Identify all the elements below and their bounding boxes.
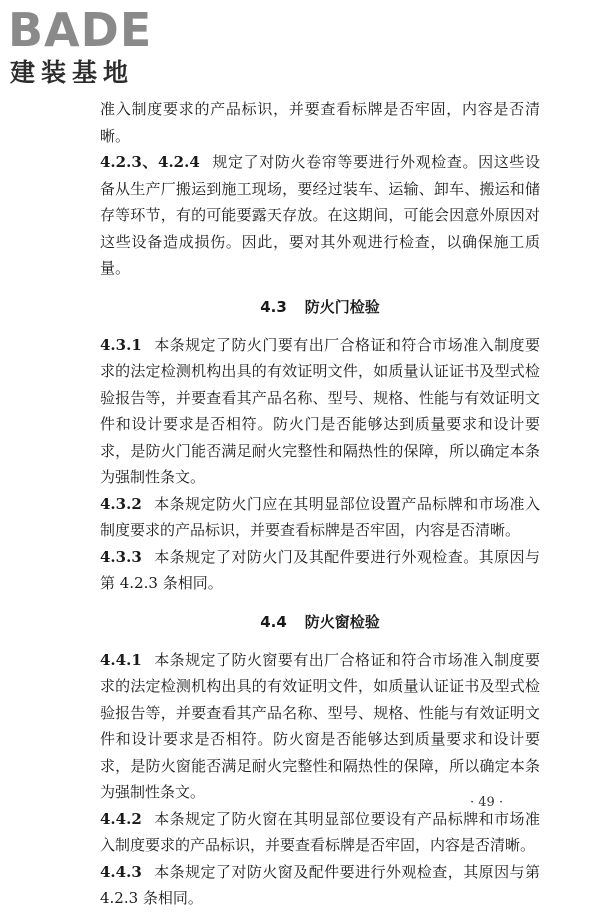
section-number: 4.3 bbox=[260, 297, 287, 316]
section-title: 防火窗检验 bbox=[304, 612, 380, 631]
clause-text: 规定了对防火卷帘等要进行外观检查。因这些设备从生产厂搬运到施工现场，要经过装车、运输、卸车、搬运和储存等环节，有的可能要露天存放。在这期间，可能会因意外原因对这些设备造成损伤。因此，要对其外观进行检查，以确保施工质量。 bbox=[100, 153, 540, 277]
clause-number: 4.2.3、4.2.4 bbox=[100, 153, 200, 171]
clause-number: 4.3.2 bbox=[100, 494, 142, 513]
document-body bbox=[100, 96, 540, 912]
clause-number: 4.3.3 bbox=[100, 547, 142, 566]
clause-4-4-2 bbox=[100, 806, 540, 859]
paragraph-continued bbox=[100, 96, 540, 149]
clause-4-3-1 bbox=[100, 332, 540, 491]
page-number: · 49 · bbox=[470, 795, 504, 810]
clause-text: 本条规定了防火门要有出厂合格证和符合市场准入制度要求的法定检测机构出具的有效证明文件，如质量认证证书及型式检验报告等，并要查看其产品名称、型号、规格、性能与有效证明文件和设计要求是否相符。防火门是否能够达到质量要求和设计要求，是防火门能否满足耐火完整性和隔热性的保障，所以确定本条为强制性条文。 bbox=[100, 335, 540, 486]
clause-text: 本条规定了对防火窗及配件要进行外观检查，其原因与第 4.2.3 条相同。 bbox=[100, 862, 540, 907]
section-title: 防火门检验 bbox=[304, 297, 380, 316]
clause-number: 4.4.3 bbox=[100, 862, 142, 881]
clause-4-4-3 bbox=[100, 859, 540, 912]
section-number: 4.4 bbox=[260, 612, 287, 631]
logo-text: BADE bbox=[8, 3, 153, 57]
clause-text: 本条规定了防火窗要有出厂合格证和符合市场准入制度要求的法定检测机构出具的有效证明文件，如质量认证证书及型式检验报告等，并要查看其产品名称、型号、规格、性能与有效证明文件和设计要求是否相符。防火窗是否能够达到质量要求和设计要求，是防火窗能否满足耐火完整性和隔热性的保障，所以确定本条为强制性条文。 bbox=[100, 650, 540, 801]
clause-4-4-1 bbox=[100, 647, 540, 806]
section-heading-4-4 bbox=[100, 609, 540, 635]
clause-4-3-2 bbox=[100, 491, 540, 544]
section-heading-4-3 bbox=[100, 294, 540, 320]
clause-text: 本条规定防火门应在其明显部位设置产品标牌和市场准入制度要求的产品标识，并要查看标牌是否牢固，内容是否清晰。 bbox=[100, 494, 540, 539]
clause-text: 本条规定了防火窗在其明显部位要设有产品标牌和市场准入制度要求的产品标识，并要查看标牌是否牢固，内容是否清晰。 bbox=[100, 809, 540, 854]
clause-number: 4.4.1 bbox=[100, 650, 142, 669]
clause-4-2-3-4-2-4 bbox=[100, 149, 540, 282]
logo-subtitle: 建装基地 bbox=[10, 58, 135, 87]
bade-logo bbox=[8, 4, 178, 88]
clause-4-3-3 bbox=[100, 544, 540, 597]
clause-text: 本条规定了对防火门及其配件要进行外观检查。其原因与第 4.2.3 条相同。 bbox=[100, 547, 540, 592]
paragraph-text: 准入制度要求的产品标识，并要查看标牌是否牢固，内容是否清晰。 bbox=[100, 100, 540, 145]
clause-number: 4.3.1 bbox=[100, 335, 142, 354]
clause-number: 4.4.2 bbox=[100, 809, 142, 828]
